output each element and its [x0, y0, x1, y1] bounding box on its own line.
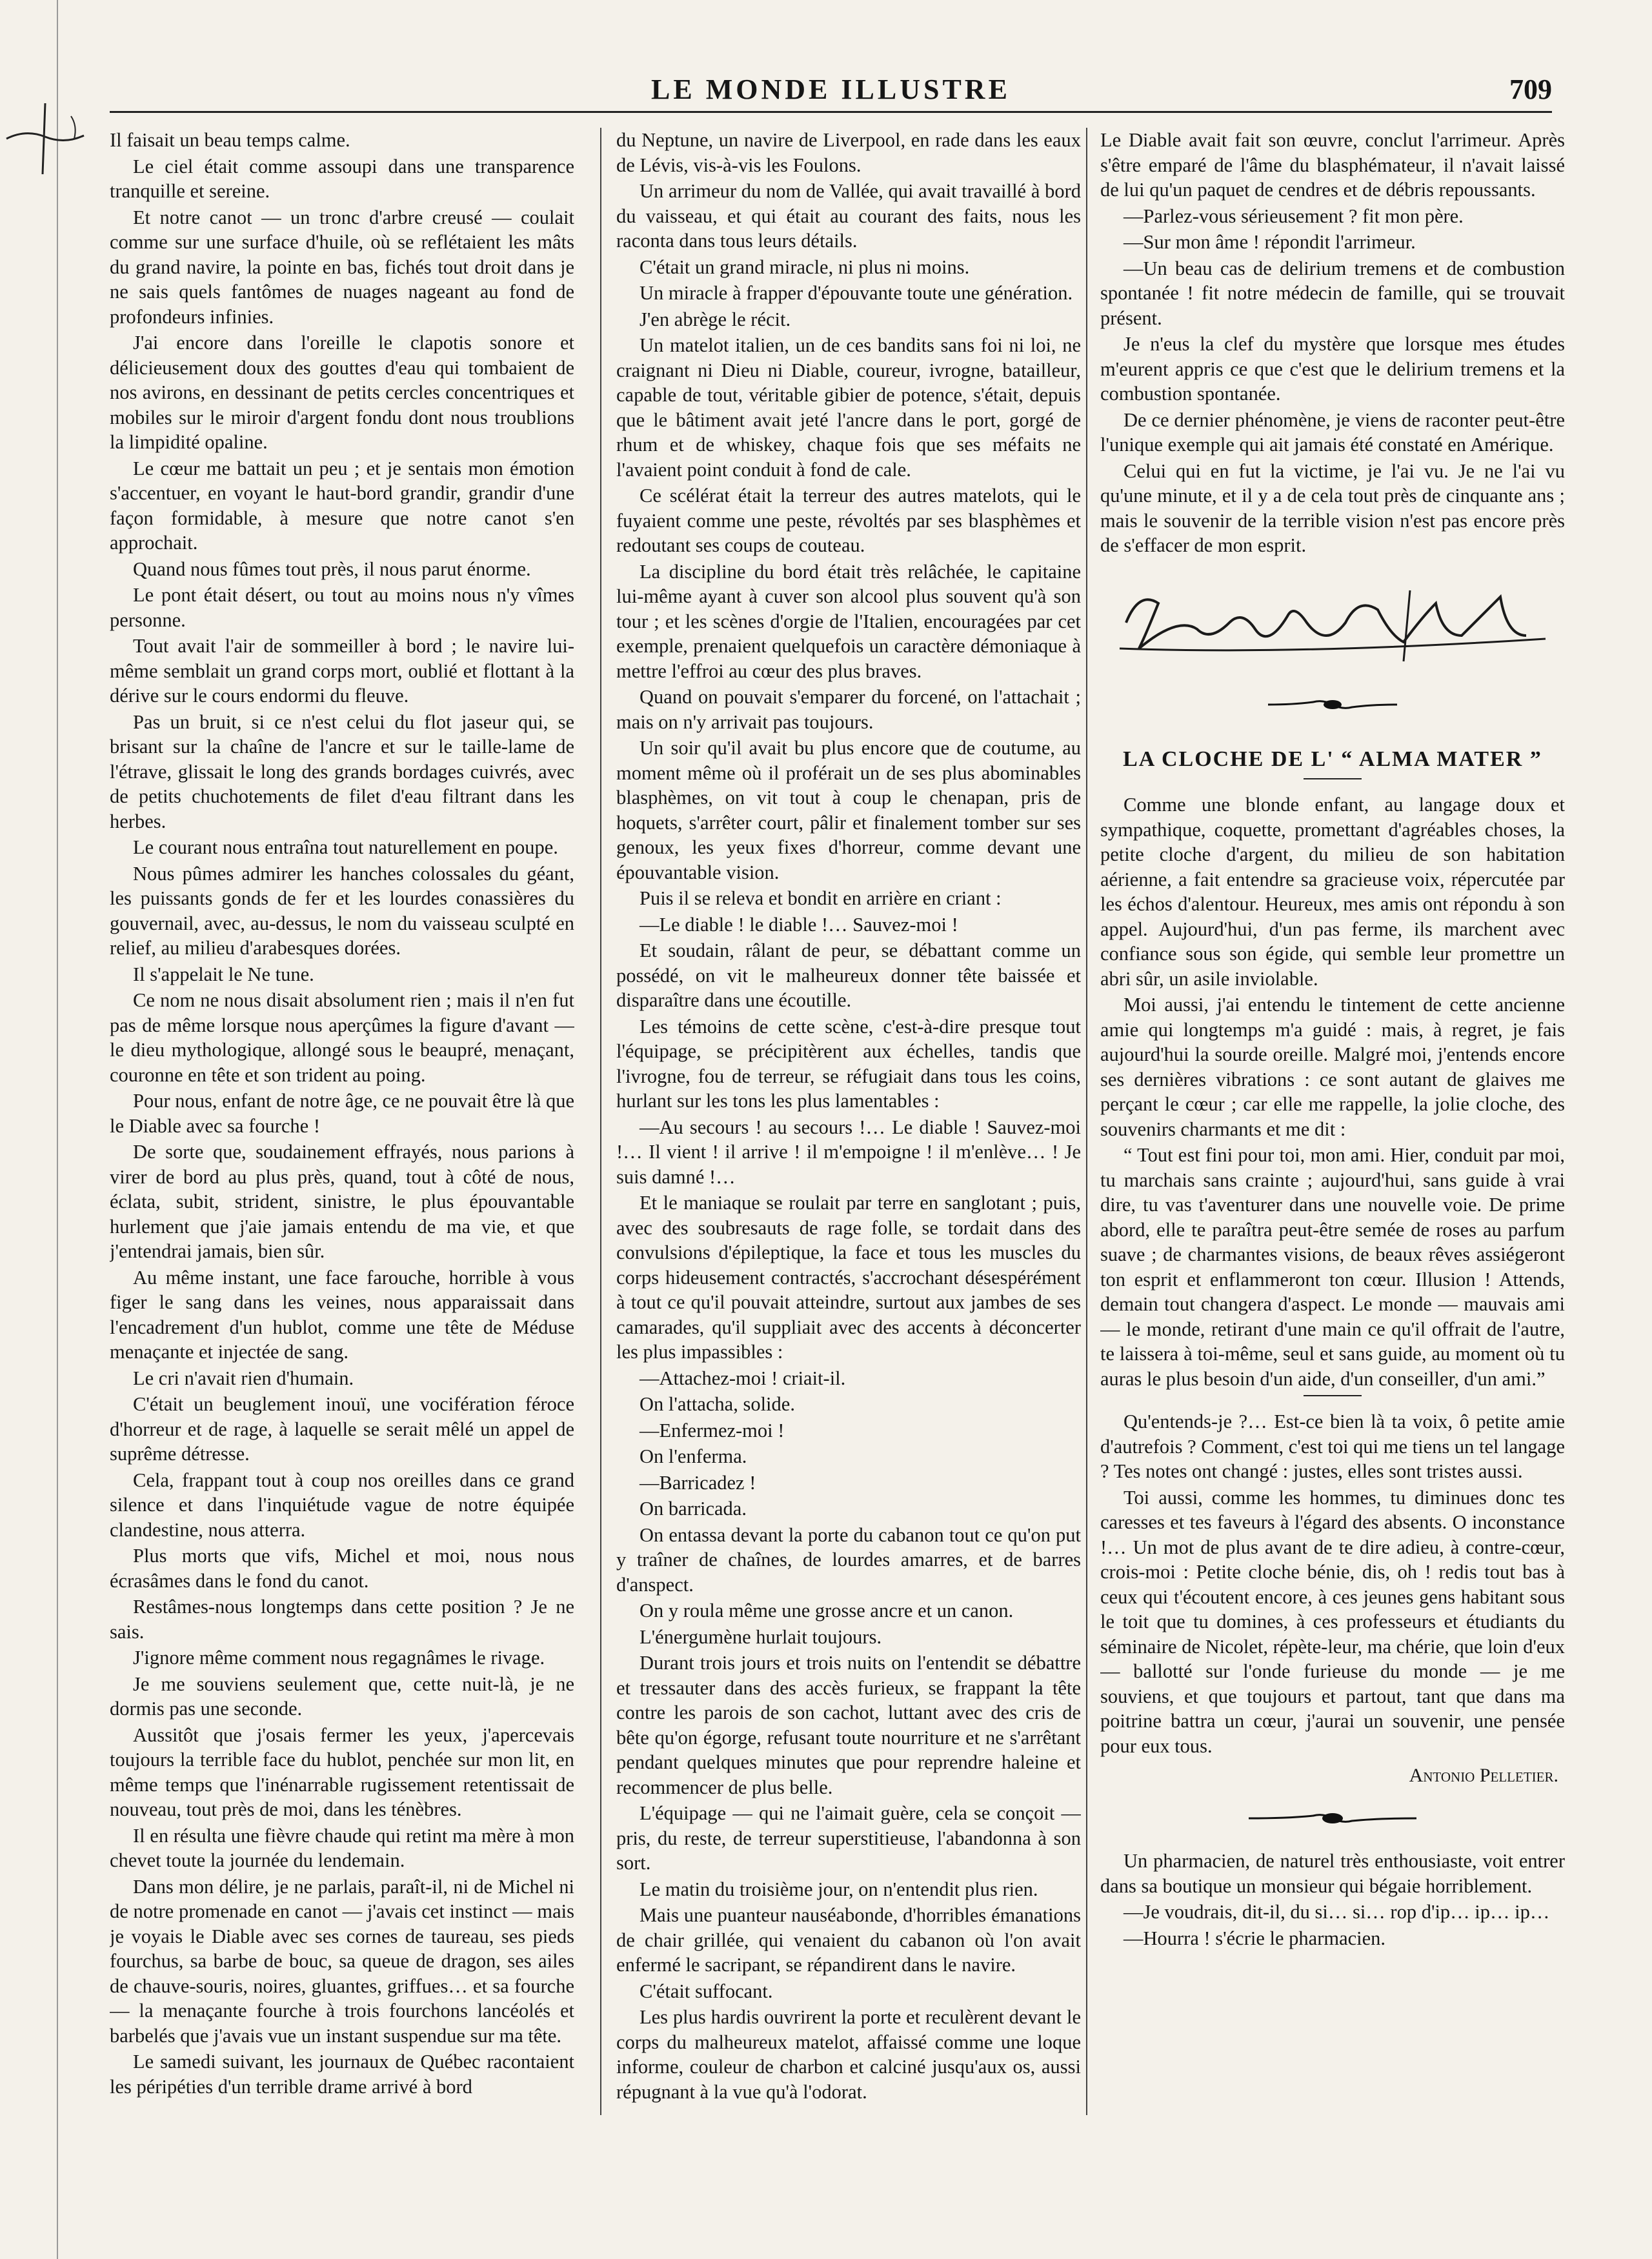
paragraph: L'énergumène hurlait toujours. — [640, 1625, 882, 1648]
author-signature-icon — [1100, 577, 1565, 668]
paragraph: —Je voudrais, dit-il, du si… si… rop d'ip… ip… ip… — [1123, 1901, 1550, 1923]
header-rule — [110, 111, 1552, 113]
paragraph: Pour nous, enfant de notre âge, ce ne pouvait être là que le Diable avec sa fourche ! — [110, 1090, 574, 1137]
paragraph: La discipline du bord était très relâchée, le capitaine lui-même ayant à cuver son alcool plus souvent qu'à son tour ; et les scènes d'orgie de l'Italien, encouragées par cet exemple, prenaient quelquefois un caractère démoniaque à mettre l'effroi au cœur des plus braves. — [616, 560, 1081, 682]
paragraph: Et soudain, râlant de peur, se débattant comme un possédé, on vit le malheureux donner tête baissée et disparaître dans une écoutille. — [616, 939, 1081, 1011]
paragraph: —Attachez-moi ! criait-il. — [640, 1367, 846, 1389]
paragraph: —Parlez-vous sérieusement ? fit mon père. — [1123, 205, 1464, 227]
paragraph: De sorte que, soudainement effrayés, nous parions à virer de bord au plus près, quand, tout à côté de nous, éclata, subit, strident, sinistre, le plus épouvantable hurlement que j'aie jamais entendu de ma vie, et que j'entendrai jamais, bien sûr. — [110, 1141, 574, 1262]
paragraph: Je me souviens seulement que, cette nuit-là, je ne dormis pas une seconde. — [110, 1672, 574, 1720]
paragraph: Cela, frappant tout à coup nos oreilles dans ce grand silence et dans l'inquiétude vague de notre équipée clandestine, nous atterra. — [110, 1469, 574, 1541]
paragraph: Dans mon délire, je ne parlais, paraît-il, ni de Michel ni de notre promenade en canot — j'avais cet instinct — mais je voyais le Diable avec ses cornes de taureau, ses pieds fourchus, sa barbe de bouc, sa queue de dragon, ses ailes de chauve-souris, noires, gluantes, griffues… et sa fourche — la menaçante fourche à trois fourchons lancéolés et barbelés que j'avais vue un instant suspendue sur ma tête. — [110, 1875, 574, 2047]
paragraph: De ce dernier phénomène, je viens de raconter peut-être l'unique exemple qui ait jamais été constaté en Amérique. — [1100, 408, 1565, 456]
paragraph: —Enfermez-moi ! — [640, 1419, 785, 1441]
column-left — [110, 128, 574, 2122]
paragraph: Plus morts que vifs, Michel et moi, nous nous écrasâmes dans le fond du canot. — [110, 1545, 574, 1592]
margin-ink-mark-icon — [0, 77, 90, 181]
paragraph: Moi aussi, j'ai entendu le tintement de cette ancienne amie qui longtemps m'a guidé : mais, à regret, je fais aujourd'hui la sourde oreille. Malgré moi, j'entends encore ses dernières vibrations : ce sont autant de glaives me perçant le cœur ; car elle me rappelle, la jolie cloche, des souvenirs charmants et me dit : — [1100, 994, 1565, 1140]
ornament-divider-icon — [1100, 692, 1565, 718]
paragraph: C'était un beuglement inouï, une vocifération féroce d'horreur et de rage, à laquelle se serait mêlé un appel de suprême détresse. — [110, 1393, 574, 1465]
paragraph: Il faisait un beau temps calme. — [110, 129, 350, 151]
paragraph: C'était un grand miracle, ni plus ni moins. — [640, 256, 970, 278]
paragraph: —Hourra ! s'écrie le pharmacien. — [1123, 1927, 1386, 1949]
paragraph: Et notre canot — un tronc d'arbre creusé — coulait comme sur une surface d'huile, où se reflétaient les mâts du grand navire, la pointe en bas, fichés tout droit dans je ne sais quels fantômes de nuages nageant au fond de profondeurs infinies. — [110, 206, 574, 328]
paragraph: —Le diable ! le diable !… Sauvez-moi ! — [640, 913, 958, 936]
paragraph: Nous pûmes admirer les hanches colossales du géant, les puissants gonds de fer et les lourdes conassières du gouvernail, avec, au-dessus, le nom du vaisseau sculpté en relief, au milieu d'arabesques dorées. — [110, 862, 574, 959]
paragraph: Le courant nous entraîna tout naturellement en poupe. — [133, 836, 558, 858]
paragraph: On l'enferma. — [640, 1445, 747, 1467]
column-divider — [600, 128, 601, 2115]
paragraph: Et le maniaque se roulait par terre en sanglotant ; puis, avec des soubresauts de rage folle, se tordait dans des convulsions d'épileptique, la face et tous les muscles du corps hideusement contractés, s'accrochant désespérément à tout ce qu'il pouvait atteindre, surtout aux jambes de ses camarades, qu'il suppliait avec des accents à déconcerter les plus impassibles : — [616, 1192, 1081, 1363]
paragraph: Quand nous fûmes tout près, il nous parut énorme. — [133, 557, 531, 580]
paragraph: C'était suffocant. — [640, 1980, 773, 2002]
page-header — [110, 72, 1552, 111]
paragraph: Restâmes-nous longtemps dans cette position ? Je ne sais. — [110, 1596, 574, 1643]
paragraph: Mais une puanteur nauséabonde, d'horribles émanations de chair grillée, qui venaient du cabanon où l'on avait enfermé le sacripant, se répandirent dans le navire. — [616, 1904, 1081, 1976]
paragraph: Tout avait l'air de sommeiller à bord ; le navire lui-même semblait un grand corps mort, oublié et flottant à la dérive sur le cours endormi du fleuve. — [110, 635, 574, 707]
paragraph: Un pharmacien, de naturel très enthousiaste, voit entrer dans sa boutique un monsieur qui bégaie horriblement. — [1100, 1850, 1565, 1897]
margin-binding-line — [57, 0, 58, 2259]
paragraph: On y roula même une grosse ancre et un canon. — [640, 1600, 1014, 1621]
paragraph: Il en résulta une fièvre chaude qui retint ma mère à mon chevet toute la journée du lendemain. — [110, 1824, 574, 1871]
paragraph: Le ciel était comme assoupi dans une transparence tranquille et sereine. — [110, 155, 574, 202]
paragraph: Un matelot italien, un de ces bandits sans foi ni loi, ne craignant ni Dieu ni Diable, coureur, ivrogne, batailleur, capable de tout, véritable gibier de potence, s'était, depuis que le bâtiment avait jeté l'ancre dans le port, gorgé de rhum et de whiskey, chaque fois que ses méfaits ne l'avaient point conduit à fond de cale. — [616, 334, 1081, 481]
paragraph: Un miracle à frapper d'épouvante toute une génération. — [640, 282, 1073, 304]
paragraph: —Un beau cas de delirium tremens et de combustion spontanée ! fit notre médecin de famille, qui se trouvait présent. — [1100, 257, 1565, 329]
ornament-divider-icon — [1100, 1805, 1565, 1831]
paragraph: J'en abrège le récit. — [640, 308, 791, 330]
paragraph: Le pont était désert, ou tout au moins nous n'y vîmes personne. — [110, 584, 574, 631]
paragraph: Celui qui en fut la victime, je l'ai vu. Je ne l'ai vu qu'une minute, et il y a de cela tout près de cinquante ans ; mais le souvenir de la terrible vision n'est pas encore près de s'effacer de mon esprit. — [1100, 459, 1565, 556]
paragraph: Toi aussi, comme les hommes, tu diminues donc tes caresses et tes faveurs à l'égard des absents. O inconstance !… Un mot de plus avant de te dire adieu, à contre-cœur, crois-moi : Petite cloche bénie, dis, oh ! redis tout bas à ceux qui t'écoutent encore, à ces jeunes gens habitant sous le toit que tu domines, à ces professeurs et étudiants du séminaire de Nicolet, répète-leur, ma chérie, que loin d'eux — ballotté sur l'onde furieuse du monde — je me souviens, et que toujours et partout, tant que dans ma poitrine battra un cœur, j'aurai un souvenir, une pensée pour eux tous. — [1100, 1486, 1565, 1757]
paragraph: Durant trois jours et trois nuits on l'entendit se débattre et tressauter dans des accès furieux, se frappant la tête contre les parois de son cachot, luttant avec des cris de bête qu'on égorge, refusant toute nourriture et ne s'arrêtant pendant quelques minutes que pour reprendre haleine et recommencer de plus belle. — [616, 1652, 1081, 1798]
paragraph: —Barricadez ! — [640, 1471, 756, 1494]
paragraph: Comme une blonde enfant, au langage doux et sympathique, coquette, promettant d'agréables choses, la petite cloche d'argent, du milieu de son habitation aérienne, a fait entendre sa gracieuse voix, répercutée par les échos d'alentour. Heureux, mes amis ont répondu à son appel. Aujourd'hui, d'un pas ferme, ils marchent avec confiance sous son égide, qui semble leur promettre un abri sûr, un asile inviolable. — [1100, 794, 1565, 990]
paragraph: Puis il se releva et bondit en arrière en criant : — [640, 887, 1002, 909]
paragraph: L'équipage — qui ne l'aimait guère, cela se conçoit — pris, du reste, de terreur superstitieuse, l'abandonna à son sort. — [616, 1802, 1081, 1874]
paragraph: Ce nom ne nous disait absolument rien ; mais il n'en fut pas de même lorsque nous aperçûmes la figure d'avant — le dieu mythologique, allongé sous le beaupré, menaçant, couronne en tête et son trident au poing. — [110, 989, 574, 1086]
byline: Antonio Pelletier. — [1409, 1765, 1558, 1786]
paragraph: Le Diable avait fait son œuvre, conclut l'arrimeur. Après s'être emparé de l'âme du blasphémateur, il n'avait laissé de lui qu'un paquet de cendres et de débris repoussants. — [1100, 129, 1565, 201]
paragraph: Le samedi suivant, les journaux de Québec racontaient les péripéties d'un terrible drame arrivé à bord — [110, 2051, 574, 2098]
paragraph: Le matin du troisième jour, on n'entendit plus rien. — [640, 1878, 1038, 1900]
title-rule — [1304, 778, 1362, 779]
column-right — [1100, 128, 1565, 2122]
paragraph: —Au secours ! au secours !… Le diable ! Sauvez-moi !… Il vient ! il arrive ! il m'empoigne ! il m'enlève… ! Je suis damné !… — [616, 1116, 1081, 1188]
masthead: LE MONDE ILLUSTRE — [651, 74, 1011, 105]
paragraph: Quand on pouvait s'emparer du forcené, on l'attachait ; mais on n'y arrivait pas toujours. — [616, 686, 1081, 733]
paragraph: On entassa devant la porte du cabanon tout ce qu'on put y traîner de chaînes, de lourdes amarres, et de barres d'anspect. — [616, 1523, 1081, 1596]
paragraph: Les témoins de cette scène, c'est-à-dire presque tout l'équipage, se précipitèrent aux échelles, tandis que l'ivrogne, fou de terreur, se réfugiait dans tous les coins, hurlant sur les tons les plus lamentables : — [616, 1015, 1081, 1112]
column-divider — [1086, 128, 1087, 2115]
paragraph: “ Tout est fini pour toi, mon ami. Hier, conduit par moi, tu marchais sans crainte ; aujourd'hui, sans guide à vrai dire, tu vas t'aventurer dans une nouvelle voie. De prime abord, elle te paraîtra peut-être semée de roses au parfum suave ; de charmantes visions, de beaux rêves assiégeront ton esprit et enflammeront ton cœur. Illusion ! Attends, demain tout changera d'aspect. Le monde — mauvais ami — le monde, retirant d'une main ce qu'il offrait de l'autre, te laissera à toi-même, seul et sans guide, au moment où tu auras le plus besoin d'un aide, d'un conseiller, d'un ami.” — [1100, 1144, 1565, 1390]
paragraph: du Neptune, un navire de Liverpool, en rade dans les eaux de Lévis, vis-à-vis les Foulons. — [616, 129, 1081, 176]
paragraph: —Sur mon âme ! répondit l'arrimeur. — [1123, 231, 1416, 253]
paragraph: Qu'entends-je ?… Est-ce bien là ta voix, ô petite amie d'autrefois ? Comment, c'est toi qui me tiens un tel langage ? Tes notes ont changé : justes, elles sont tristes aussi. — [1100, 1411, 1565, 1482]
paragraph: On l'attacha, solide. — [640, 1393, 795, 1415]
paragraph: J'ai encore dans l'oreille le clapotis sonore et délicieusement doux des gouttes d'eau qui tombaient de nos avirons, en dessinant de petits cercles concentriques et mobiles sur le miroir d'argent fondu dont nous troublions la limpidité opaline. — [110, 332, 574, 453]
paragraph: Au même instant, une face farouche, horrible à vous figer le sang dans les veines, nous apparaissait dans l'encadrement d'un hublot, comme une tête de Méduse menaçante et injectée de sang. — [110, 1266, 574, 1363]
paragraph: On barricada. — [640, 1498, 747, 1520]
paragraph: J'ignore même comment nous regagnâmes le rivage. — [133, 1647, 545, 1669]
column-middle — [616, 128, 1081, 2122]
article-title: LA CLOCHE DE L' “ ALMA MATER ” — [1123, 747, 1542, 771]
paragraph: Aussitôt que j'osais fermer les yeux, j'apercevais toujours la terrible face du hublot, penchée sur mon lit, en même temps que l'inénarrable rugissement retentissait de nouveau, tout près de moi, dans les ténèbres. — [110, 1723, 574, 1820]
paragraph: Le cri n'avait rien d'humain. — [133, 1367, 354, 1389]
paragraph: Pas un bruit, si ce n'est celui du flot jaseur qui, se brisant sur la chaîne de l'ancre et sur le taille-lame de l'étrave, glissait le long des grands bordages cuivrés, avec de petits chuchotements de filet d'eau filtrant dans les herbes. — [110, 710, 574, 832]
page-number: 709 — [1509, 74, 1552, 105]
quote-rule — [1304, 1395, 1362, 1396]
paragraph: Ce scélérat était la terreur des autres matelots, qui le fuyaient comme une peste, révoltés par ses blasphèmes et redoutant ses coups de couteau. — [616, 485, 1081, 556]
paragraph: Je n'eus la clef du mystère que lorsque mes études m'eurent appris ce que c'est que le delirium tremens et la combustion spontanée. — [1100, 333, 1565, 405]
paragraph: Un arrimeur du nom de Vallée, qui avait travaillé à bord du vaisseau, et qui était au courant des faits, nous les raconta dans tous leurs détails. — [616, 180, 1081, 252]
paragraph: Le cœur me battait un peu ; et je sentais mon émotion s'accentuer, en voyant le haut-bord grandir, grandir d'une façon formidable, à mesure que notre canot s'en approchait. — [110, 457, 574, 554]
paragraph: Il s'appelait le Ne tune. — [133, 963, 314, 985]
paragraph: Les plus hardis ouvrirent la porte et reculèrent devant le corps du malheureux matelot, affaissé comme une loque informe, couleur de charbon et calciné jusqu'aux os, aussi répugnant à la vue qu'à l'odorat. — [616, 2006, 1081, 2103]
paragraph: Un soir qu'il avait bu plus encore que de coutume, au moment même où il proférait un de ses plus abominables blasphèmes, on vit tout à coup le chenapan, pris de hoquets, s'arrêter court, pâlir et finalement tomber sur ses genoux, les yeux fixes d'horreur, comme devant une épouvantable vision. — [616, 737, 1081, 883]
